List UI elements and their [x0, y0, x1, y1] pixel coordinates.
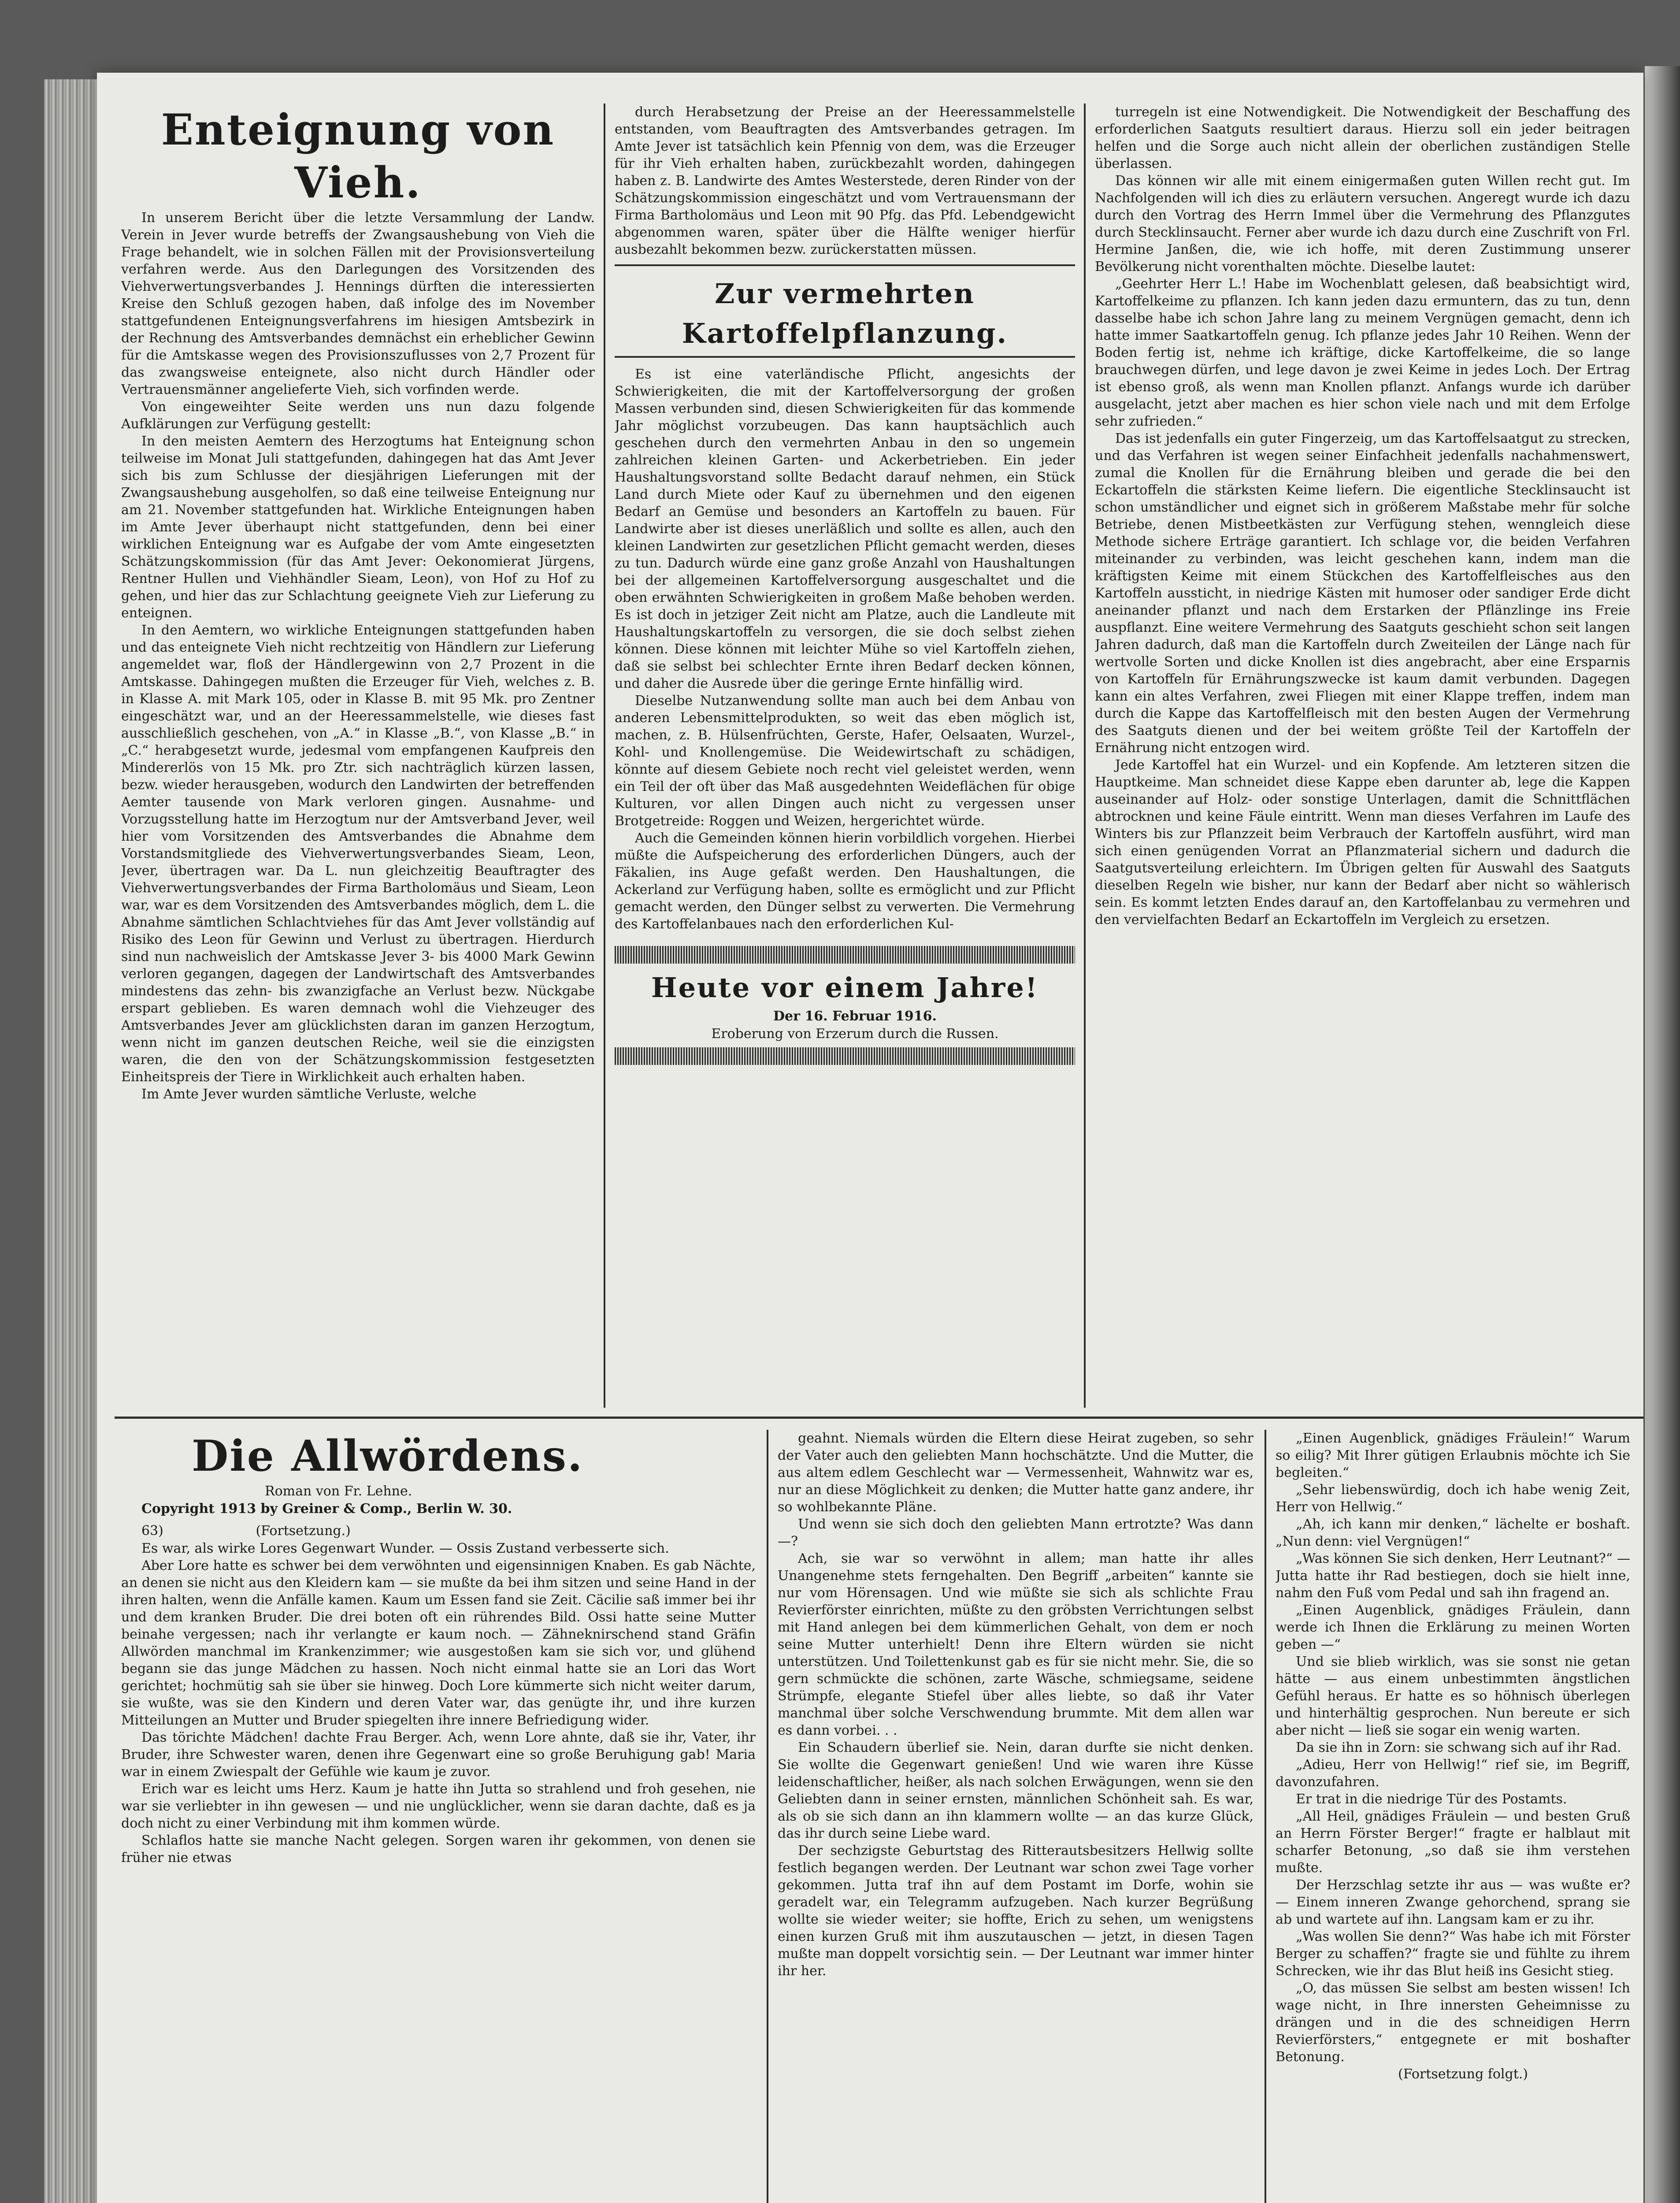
- paragraph: geahnt. Niemals würden die Eltern diese Heirat zugeben, so sehr der Vater auch den geliebten Mann hochschätzte. Und die Mutter, die aus altem edlem Geschlecht war — Vermessenheit, Wahnwitz war es, nur an diese Möglichkeit zu denken; die Mutter hatte ganz andere, ihr so wohlbekannte Pläne.: [778, 1431, 1254, 1515]
- paragraph: Es ist eine vaterländische Pflicht, angesichts der Schwierigkeiten, die mit der Kartoffelversorgung der großen Massen verbunden sind, diesen Schwierigkeiten für das kommende Jahr möglichst vorzubeugen. Das kann hauptsächlich auch geschehen durch den vermehrten Anbau in den so ungemein zahlreichen kleinen Garten- und Ackerbetrieben. Ein jeder Haushaltungsvorstand sollte Bedacht darauf nehmen, ein Stück Land durch Miete oder Kauf zu übernehmen und den eigenen Bedarf an Gemüse und besonders an Kartoffeln zu bauen. Für Landwirte aber ist dieses unerläßlich und sollte es allen, auch den kleinen Landwirten zur gesetzlichen Pflicht gemacht werden, dieses zu tun. Dadurch würde eine ganz große Anzahl von Haushaltungen bei der allgemeinen Kartoffelversorgung ausgeschaltet und die oben erwähnten Schwierigkeiten in großem Maße behoben werden. Es ist doch in jetziger Zeit nicht am Platze, auch die Landleute mit Haushaltungskartoffeln zu versorgen, die sie doch selbst ziehen können. Diese können mit leichter Mühe so viel Kartoffeln ziehen, daß sie selbst bei schlechter Ernte ihren Bedarf decken können, und daher die Ausrede über die geringe Ernte hinfällig wird.: [615, 367, 1075, 691]
- paragraph: Der Herzschlag setzte ihr aus — was wußte er? — Einem inneren Zwange gehorchend, sprang sie ab und wartete auf ihn. Langsam kam er zu ihr.: [1276, 1877, 1630, 1927]
- paragraph: „Einen Augenblick, gnädiges Fräulein, dann werde ich Ihnen die Erklärung zu meinen Worten geben —“: [1276, 1602, 1630, 1652]
- paragraph: „Adieu, Herr von Hellwig!“ rief sie, im Begriff, davonzufahren.: [1276, 1757, 1630, 1790]
- paragraph: turregeln ist eine Notwendigkeit. Die Notwendigkeit der Beschaffung des erforderlichen Saatguts resultiert daraus. Hierzu soll ein jeder beitragen helfen und die Sorge auch nicht allein der oberlichen zuständigen Stelle überlassen.: [1095, 104, 1630, 171]
- paragraph: Im Amte Jever wurden sämtliche Verluste, welche: [141, 1087, 477, 1102]
- paragraph: Ein Schaudern überlief sie. Nein, daran durfte sie nicht denken. Sie wollte die Gegenwart genießen! Und wie waren ihre Küsse leidenschaftlicher, heißer, als nach solchen Erwägungen, wenn sie den Geliebten dann in seiner ernsten, männlichen Schönheit sah. Es war, als ob sie sich dann an ihn klammern wollte — an das kurze Glück, das ihr durch seine Liebe ward.: [778, 1740, 1254, 1841]
- book-spine-shadow: [1645, 66, 1680, 2203]
- paragraph: Von eingeweihter Seite werden uns nun dazu folgende Aufklärungen zur Verfügung gestellt:: [121, 399, 595, 432]
- paragraph: „Was wollen Sie denn?“ Was habe ich mit Förster Berger zu schaffen?“ fragte sie und fühlte zu ihrem Schrecken, wie ihr das Blut heiß ins Gesicht stieg.: [1276, 1929, 1630, 1979]
- article-kartoffelpflanzung: [615, 104, 1075, 1403]
- separator: [615, 264, 1075, 266]
- paragraph: Dieselbe Nutzanwendung sollte man auch bei dem Anbau von anderen Lebensmittelprodukten, so weit das eben möglich ist, machen, z. B. Hülsenfrüchten, Gerste, Hafer, Oelsaaten, Wurzel-, Kohl- und Knollengemüse. Die Weidewirtschaft zu schädigen, könnte auf diesem Gebiete noch recht viel geleistet werden, wenn ein Teil der oft über das Maß ausgedehnten Weideflächen für obige Kulturen, vor allen Dingen auch nicht zu vergessen unser Brotgetreide: Roggen und Weizen, hergerichtet würde.: [615, 693, 1075, 829]
- paragraph: durch Herabsetzung der Preise an der Heeressammelstelle entstanden, vom Beauftragten des Amtsverbandes getragen. Im Amte Jever ist tatsächlich kein Pfennig von dem, was die Erzeuger für ihr Vieh erhalten haben, zurückbezahlt worden, dahingegen haben z. B. Landwirte des Amtes Westerstede, deren Rinder von der Schätzungskommission eingeschätzt und vom Vertrauensmann der Firma Bartholomäus und Leon mit 90 Pfg. das Pfd. Lebendgewicht abgenommen waren, später über die Hälfte weniger hierfür ausbezahlt bekommen bezw. zurückerstatten müssen.: [615, 104, 1075, 257]
- column-rule: [1265, 1430, 1266, 2203]
- serial-allwoerdens-part2: [778, 1430, 1254, 2203]
- paragraph: Es war, als wirke Lores Gegenwart Wunder. — Ossis Zustand verbesserte sich.: [141, 1541, 669, 1556]
- installment-continuation: (Fortsetzung.): [256, 1523, 351, 1539]
- paragraph: Schlaflos hatte sie manche Nacht gelegen. Sorgen waren ihr gekommen, von denen sie früher nie etwas: [121, 1833, 756, 1866]
- column-rule: [1084, 104, 1086, 1408]
- paragraph: In den Aemtern, wo wirkliche Enteignungen stattgefunden haben und das enteignete Vieh nicht rechtzeitig von Händlern zur Lieferung angemeldet war, floß der Händlergewinn von 2,7 Prozent in die Amtskasse. Dahingegen mußten die Erzeuger für Vieh, welches z. B. in Klasse A. mit Mark 105, oder in Klasse B. mit 95 Mk. pro Zentner eingeschätzt war, und an der Heeressammelstelle, wie dieses fast ausschließlich geschehen, von „A.“ in Klasse „B.“, von Klasse „B.“ in „C.“ herabgesetzt wurde, jedesmal vom empfangenen Kaufpreis den Mindererlös von 15 Mk. pro Ztr. sich nachträglich kürzen lassen, bezw. wieder herausgeben, wodurch den Landwirten der betreffenden Aemter tausende von Mark verloren gingen. Ausnahme- und Vorzugsstellung hatte im Herzogtum nur der Amtsverband Jever, weil hier vom Vorsitzenden des Amtsverbandes die Abnahme dem Vorstandsmitgliede des Viehverwertungsverbandes Sieam, Leon, Jever, übertragen war. Da L. nun gleichzeitig Beauftragter des Viehverwertungsverbandes der Firma Bartholomäus und Sieam, Leon war, war es dem Vorsitzenden des Amtsverbandes möglich, dem L. die Abnahme sämtlichen Schlachtviehes für das Amt Jever vollständig auf Risiko des Leon für Gewinn und Verlust zu übertragen. Hierdurch sind nun nachweislich der Amtskasse Jever 3- bis 4000 Mark Gewinn verloren gegangen, dagegen der Landwirtschaft des Amtsverbandes mindestens das zehn- bis zwanzigfache an Verlust bezw. Nückgabe erspart geblieben. Es waren demnach wohl die Viehzeuger des Amtsverbandes Jever am glücklichsten daran im ganzen Herzogtum, wenn nicht im ganzen deutschen Reiche, weil sie die einzigsten waren, die den von der Schätzungskommission festgesetzten Einheitspreis der Tiere in Wirklichkeit auch erhalten haben.: [121, 623, 595, 1085]
- paragraph: „Ah, ich kann mir denken,“ lächelte er boshaft. „Nun denn: viel Vergnügen!“: [1276, 1517, 1630, 1549]
- paragraph: „Einen Augenblick, gnädiges Fräulein!“ Warum so eilig? Mit Ihrer gütigen Erlaubnis möchte ich Sie begleiten.“: [1276, 1431, 1630, 1480]
- paragraph: „O, das müssen Sie selbst am besten wissen! Ich wage nicht, in Ihre innersten Geheimnisse zu drängen und in die des schneidigen Herrn Revierförsters,“ entgegnete er mit boshafter Betonung.: [1276, 1980, 1630, 2065]
- hatched-rule: [615, 946, 1075, 964]
- section-divider: [115, 1417, 1643, 1419]
- serial-installment: [121, 1522, 756, 1540]
- book-page-edges: [44, 79, 97, 2203]
- paragraph: In unserem Bericht über die letzte Versammlung der Landw. Verein in Jever wurde betreffs der Zwangsaushebung von Vieh die Frage behandelt, wie in solchen Fällen mit der Provisionsverteilung verfahren werde. Aus den Darlegungen des Vorsitzenden des Viehverwertungsverbandes J. Hennings dürften die interessierten Kreise den Schluß gezogen haben, daß infolge des im November stattgefundenen Enteignungsverfahrens im hiesigen Amtsbezirk in der Rechnung des Amtsverbandes demnächst ein erheblicher Gewinn für die Amtskasse wegen des Provisionszuflusses von 2,7 Prozent für das zwangsweise enteignete, also nicht durch Händler oder Vertrauensmänner angelieferte Vieh, sich vorfinden werde.: [121, 210, 595, 397]
- article-enteignung: [121, 104, 595, 1403]
- article-kartoffelpflanzung-body: [615, 366, 1075, 933]
- article-continued-body: [1095, 104, 1630, 928]
- serial-allwoerdens-part1: [121, 1430, 756, 2203]
- paragraph: Erich war es leicht ums Herz. Kaum je hatte ihn Jutta so strahlend und froh gesehen, nie war sie verliebter in ihn gewesen — und nie unglücklicher, wenn sie daran dachte, daß es ja doch nicht zu einer Verbindung mit ihm kommen würde.: [121, 1781, 756, 1831]
- paragraph: Ach, sie war so verwöhnt in allem; man hatte ihr alles Unangenehme stets ferngehalten. Den Begriff „arbeiten“ kannte sie nur vom Hörensagen. Und wie müßte sie sich als schlichte Frau Revierförster einrichten, müßte zu den gröbsten Verrichtungen selbst mit Hand anlegen bei dem kümmerlichen Gehalt, von dem er noch seine Mutter unterhielt! Denn ihre Eltern würden sie nicht unterstützen. Und Toilettenkunst gab es für sie nicht mehr. Sie, die so gern schmückte die schönen, zarte Wäsche, schmiegsame, seidene Strümpfe, elegante Stiefel über alles liebte, so daß ihr Vater manchmal über solche Verschwendung brummte. Mit dem allen war es dann vorbei. . .: [778, 1551, 1254, 1738]
- paragraph: In den meisten Aemtern des Herzogtums hat Enteignung schon teilweise im Monat Juli stattgefunden, dahingegen hat das Amt Jever sich bis zum Schlusse der diesjährigen Lieferungen mit der Zwangsaushebung ausgeholfen, so daß eine teilweise Enteignung nur am 21. November stattgefunden hat. Wirkliche Enteignungen haben im Amte Jever überhaupt nicht stattgefunden, denn bei einer wirklichen Enteignung war es Aufgabe der vom Amte eingesetzten Schätzungskommission (für das Amt Jever: Oekonomierat Jürgens, Rentner Hullen und Viehhändler Sieam, Leon), von Hof zu Hof zu gehen, und hier das zur Schlachtung geeignete Vieh zur Lieferung zu enteignen.: [121, 434, 595, 621]
- paragraph: Auch die Gemeinden können hierin vorbildlich vorgehen. Hierbei müßte die Aufspeicherung des erforderlichen Düngers, auch der Fäkalien, ins Auge gefaßt werden. Den Haushaltungen, die Ackerland zur Verfügung haben, sollte es ermöglicht und zur Pflicht gemacht werden, den Dünger selbst zu verwerten. Die Vermehrung des Kartoffelanbaues nach den erforderlichen Kul-: [615, 831, 1075, 932]
- serial-body-right: [1276, 1430, 1630, 2066]
- continued-text: [615, 104, 1075, 258]
- paragraph: Er trat in die niedrige Tür des Postamts.: [1296, 1791, 1567, 1807]
- serial-to-be-continued: (Fortsetzung folgt.): [1398, 2066, 1528, 2082]
- serial-body-middle: [778, 1430, 1254, 1980]
- paragraph: Und sie blieb wirklich, was sie sonst nie getan hätte — aus einem unbestimmten ängstlichen Gefühl heraus. Er hatte es so höhnisch überlegen und hinterhältig gesprochen. Nun bereute er sich aber nicht — ließ sie sogar ein wenig warten.: [1276, 1654, 1630, 1738]
- serial-author: Roman von Fr. Lehne.: [265, 1484, 412, 1499]
- headline-enteignung: Enteignung von Vieh.: [161, 105, 555, 208]
- hatched-rule: [615, 1047, 1075, 1065]
- article-enteignung-body: [121, 209, 595, 1103]
- paragraph: Das können wir alle mit einem einigermaßen guten Willen recht gut. Im Nachfolgenden will ich dies zu erläutern versuchen. Angeregt wurde ich dazu durch den Vortrag des Herrn Immel über die Vermehrung des Pflanzgutes durch Stecklinsaucht. Ferner aber wurde ich dazu durch eine Zuschrift von Frl. Hermine Janßen, die, wie ich hoffe, mit deren Zustimmung unserer Bevölkerung nicht vorenthalten möchte. Dieselbe lautet:: [1095, 173, 1630, 274]
- headline-heute-vor-einem-jahre: Heute vor einem Jahre!: [651, 972, 1039, 1004]
- paragraph: „Sehr liebenswürdig, doch ich habe wenig Zeit, Herr von Hellwig.“: [1276, 1482, 1630, 1515]
- article-kartoffelpflanzung-continued: [1095, 104, 1630, 1403]
- serial-allwoerdens-part3: [1276, 1430, 1630, 2203]
- paragraph: „Was können Sie sich denken, Herr Leutnant?“ — Jutta hatte ihr Rad bestiegen, doch sie hielt inne, nahm den Fuß vom Pedal und sah ihn fragend an.: [1276, 1551, 1630, 1601]
- serial-copyright: Copyright 1913 by Greiner & Comp., Berlin W. 30.: [141, 1501, 512, 1517]
- paragraph: „Geehrter Herr L.! Habe im Wochenblatt gelesen, daß beabsichtigt wird, Kartoffelkeime zu pflanzen. Ich kann jeden dazu ermuntern, das zu tun, denn dasselbe habe ich schon Jahre lang zu meinem Vergnügen gemacht, denn ich hatte immer Saatkartoffeln genug. Ich pflanze jedes Jahr 10 Reihen. Wenn der Boden fertig ist, nehme ich kräftige, dicke Kartoffelkeime, die so lange brauchwegen dürfen, und lege davon je zwei Keime in jedes Loch. Der Ertrag ist ebenso groß, als wenn man Knollen pflanzt. Anfangs wurde ich darüber ausgelacht, jetzt aber machen es hier schon viele nach und mit dem Erfolge sehr zufrieden.“: [1095, 276, 1630, 429]
- installment-number: 63): [141, 1523, 163, 1539]
- headline-die-allwoerdens: Die Allwördens.: [192, 1431, 584, 1481]
- paragraph: Das törichte Mädchen! dachte Frau Berger. Ach, wenn Lore ahnte, daß sie ihr, Vater, ihr Bruder, ihre Schwester waren, denen ihre Gegenwart eine so große Beruhigung gab! Maria war in einem Zwiespalt der Gefühle wie kaum je zuvor.: [121, 1730, 756, 1780]
- paragraph: Und wenn sie sich doch den geliebten Mann ertrotzte? Was dann —?: [778, 1517, 1254, 1549]
- paragraph: Jede Kartoffel hat ein Wurzel- und ein Kopfende. Am letzteren sitzen die Hauptkeime. Man schneidet diese Kappe eben darunter ab, lege die Kappen auseinander auf Holz- oder sonstige Unterlagen, damit die Schnittflächen abtrocknen und keine Fäule eintritt. Wenn man dieses Verfahren im Laufe des Winters bis zur Pflanzzeit beim Verbrauch der Kartoffeln ausführt, wird man sich einen genügenden Vorrat an Pflanzmaterial sichern und dadurch die Saatgutsverteilung erleichtern. Im Übrigen gelten für Auswahl des Saatguts dieselben Regeln wie bisher, nur kann der Bedarf aber nicht so wählerisch sein. Es kommt letzten Endes darauf an, den Kartoffelanbau zu vermehren und den vervielfachten Bedarf an Eckartoffeln im Vergleich zu ersetzen.: [1095, 757, 1630, 927]
- column-rule: [604, 104, 605, 1408]
- anniversary-date: Der 16. Februar 1916.: [773, 1009, 937, 1024]
- serial-body-left: [121, 1540, 756, 1866]
- newspaper-page: [97, 73, 1643, 2203]
- paragraph: „All Heil, gnädiges Fräulein — und besten Gruß an Herrn Förster Berger!“ fragte er halblaut mit scharfer Betonung, „so daß sie ihm verstehen mußte.: [1276, 1809, 1630, 1876]
- paragraph: Das ist jedenfalls ein guter Fingerzeig, um das Kartoffelsaatgut zu strecken, und das Verfahren ist wegen seiner Einfachheit jedenfalls nachahmenswert, zumal die Knollen für die Ernährung bleiben und gerade die bei den Eckartoffeln die stärksten Keime liefern. Die eigentliche Stecklinsaucht ist schon umständlicher und eignet sich in größerem Maßstabe mehr für solche Betriebe, denen Mistbeetkästen zur Verfügung stehen, wenngleich diese Methode sichere Erträge garantiert. Ich schlage vor, die beiden Verfahren miteinander zu verbinden, was leicht geschehen kann, indem man die kräftigsten Keime mit einem Stückchen des Kartoffelfleisches aus den Kartoffeln aussticht, in niedrige Kästen mit humoser oder sandiger Erde dicht aneinander pflanzt und nach dem Erstarken der Pflänzlinge ins Freie auspflanzt. Eine weitere Vermehrung des Saatguts geschieht schon seit langen Jahren dadurch, daß man die Kartoffeln durch Zweiteilen der Länge nach für wertvolle Sorten und dicke Knollen ist dies angebracht, aber eine Ersparnis von Kartoffeln für Ernährungszwecke ist kaum damit verbunden. Dagegen kann ein altes Verfahren, zwei Fliegen mit einer Klappe treffen, indem man durch die Kappe das Kartoffelfleisch mit den besten Augen der Vermehrung des Saatguts dienen und der bei weitem größte Teil der Kartoffeln der Ernährung nicht entzogen wird.: [1095, 431, 1630, 756]
- paragraph: Der sechzigste Geburtstag des Ritterautsbesitzers Hellwig sollte festlich begangen werden. Der Leutnant war schon zwei Tage vorher gekommen. Jutta traf ihn auf dem Postamt im Dorfe, wohin sie geradelt war, ein Telegramm aufzugeben. Nach kurzer Begrüßung wollte sie wieder weiter; sie hoffte, Erich zu sehen, um wenigstens einen kurzen Gruß mit ihm auszutauschen — jetzt, in diesen Tagen mußte man doppelt vorsichtig sein. — Der Leutnant war immer hinter ihr her.: [778, 1843, 1254, 1979]
- column-rule: [767, 1430, 768, 2203]
- separator: [615, 356, 1075, 358]
- headline-kartoffelpflanzung: Zur vermehrten Kartoffelpflanzung.: [682, 278, 1008, 349]
- anniversary-event: Eroberung von Erzerum durch die Russen.: [711, 1026, 999, 1042]
- paragraph: Aber Lore hatte es schwer bei dem verwöhnten und eigensinnigen Knaben. Es gab Nächte, an denen sie nicht aus den Kleidern kam — sie mußte da bei ihm sitzen und seine Hand in der ihren halten, wenn die Anfälle kamen. Kaum um Essen fand sie Zeit. Cäcilie saß immer bei ihr und dem kranken Bruder. Die drei boten oft ein rührendes Bild. Ossi hatte seine Mutter beinahe vergessen; nach ihr verlangte er kaum noch. — Zähneknirschend stand Gräfin Allwörden manchmal im Krankenzimmer; wie ausgestoßen kam sie sich vor, und glühend begann sie das junge Mädchen zu hassen. Noch nicht einmal hatte sie an Lori das Wort gerichtet; hochmütig sah sie über sie hinweg. Doch Lore kümmerte sich nicht weiter darum, sie wußte, was sie den Kindern und deren Vater war, das genügte ihr, und ihre kurzen Mitteilungen an Mutter und Bruder spiegelten ihre innere Befriedigung wider.: [121, 1558, 756, 1728]
- paragraph: Da sie ihn in Zorn: sie schwang sich auf ihr Rad.: [1296, 1740, 1621, 1755]
